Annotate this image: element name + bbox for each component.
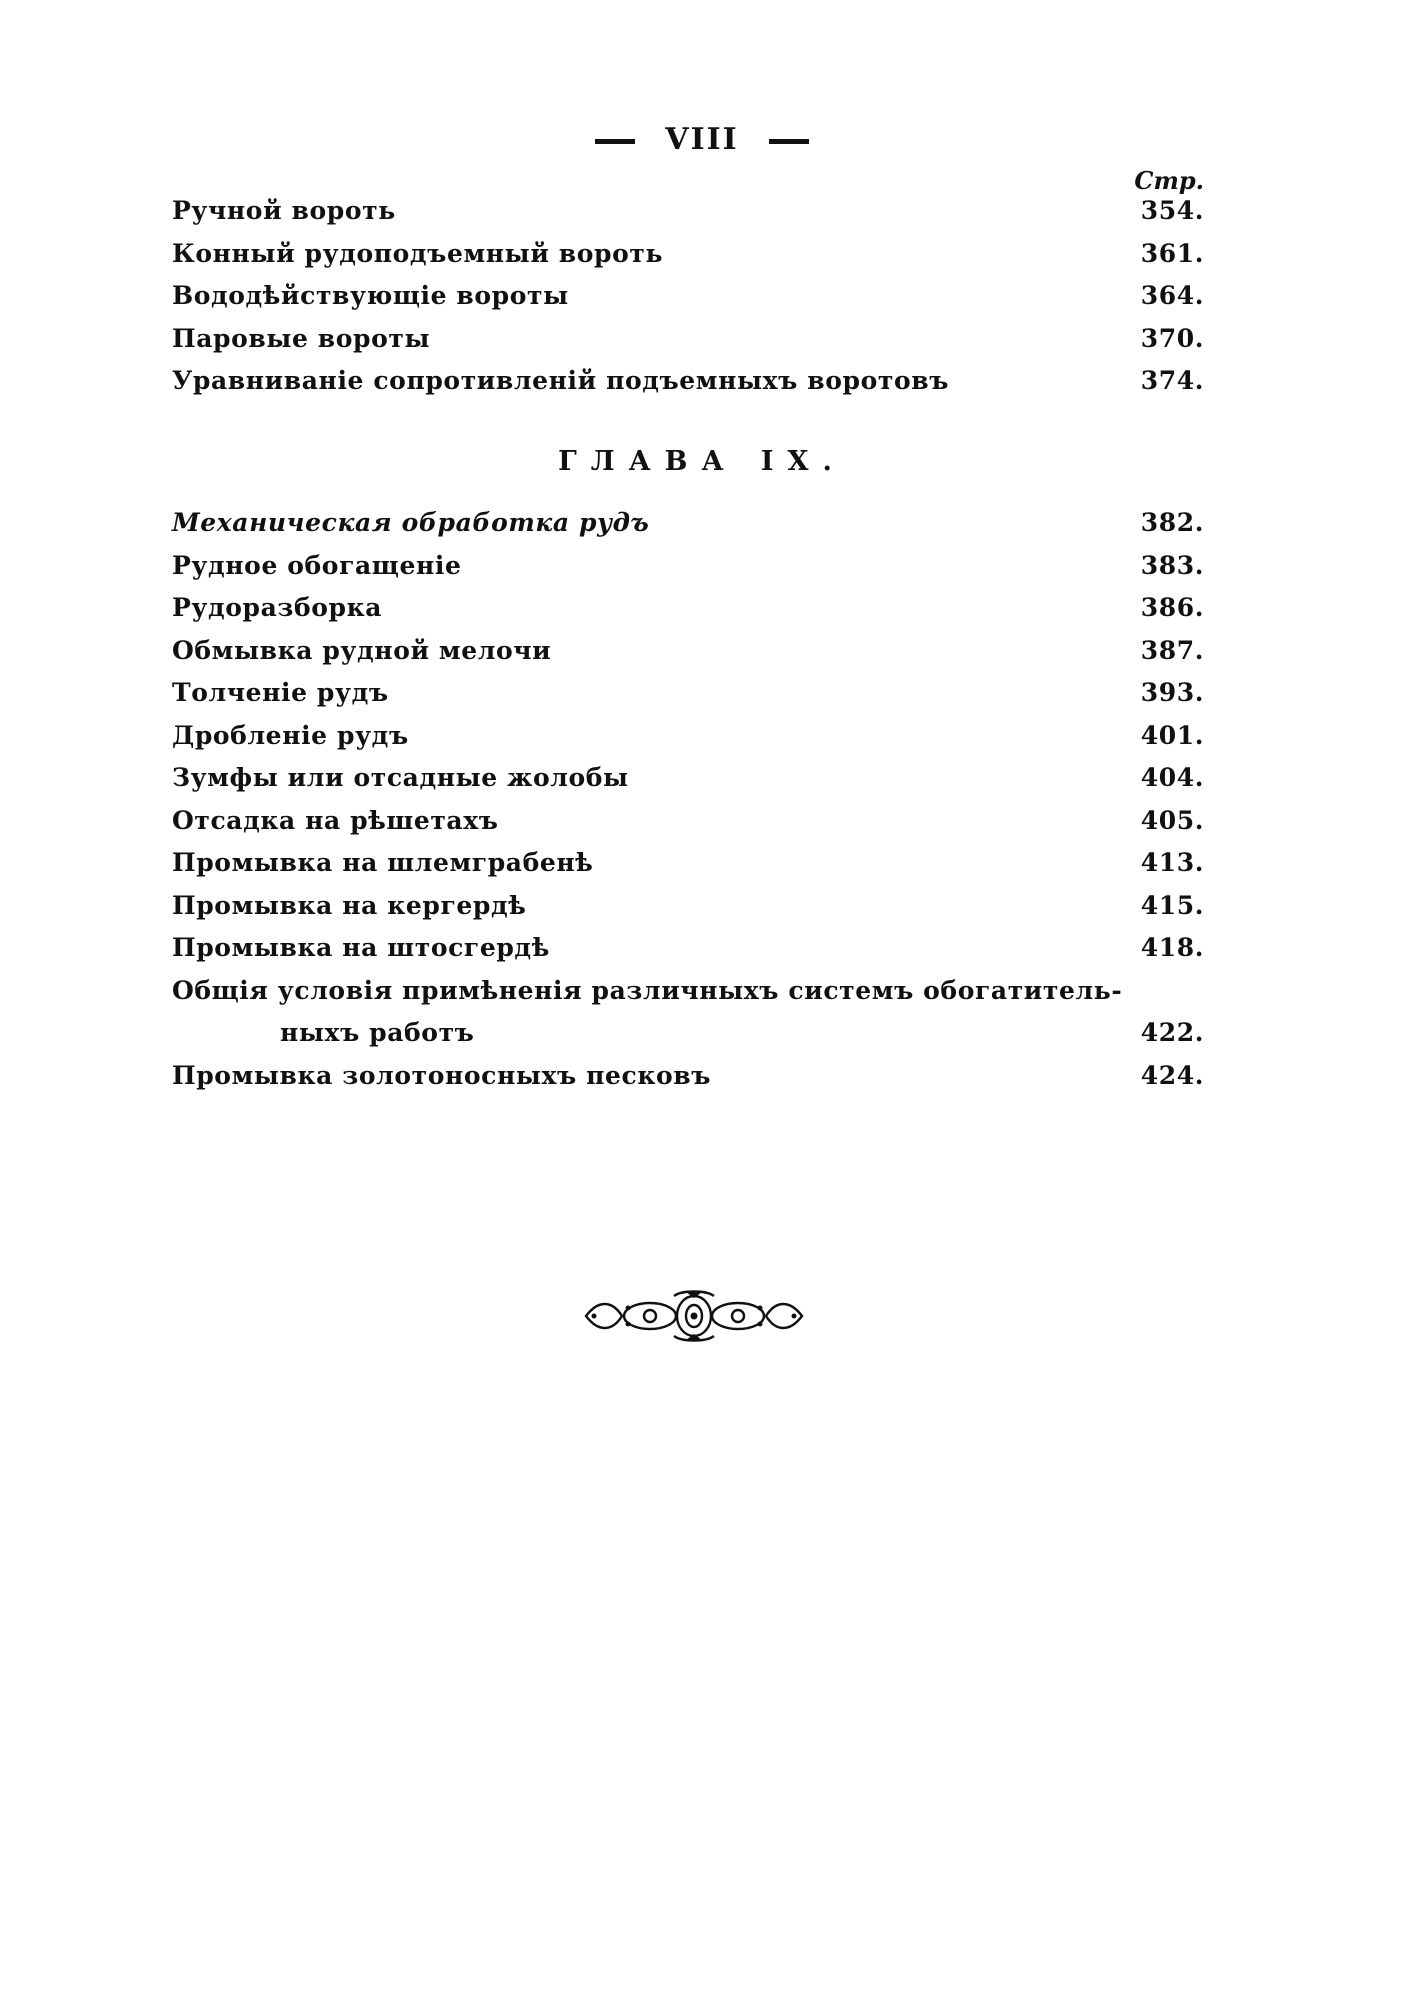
toc-entry: [172, 360, 1204, 403]
toc-entry: [172, 502, 1204, 545]
toc-entry-title: Ручной вороть: [172, 196, 396, 225]
toc-entry-title: Паровые вороты: [172, 323, 431, 353]
toc-entry-title: Конный рудоподъемный вороть: [172, 238, 664, 268]
toc-entry-title: Дробленіе рудъ: [172, 720, 409, 750]
toc-entry-page: 405.: [1140, 805, 1204, 835]
toc-entry-title: Промывка на штосгердѣ: [172, 933, 550, 962]
toc-entry: [172, 970, 1204, 1013]
toc-entry: [172, 318, 1204, 361]
toc-entry-title: Общія условія примѣненія различныхъ системъ обогатитель-: [172, 975, 1123, 1005]
toc-entry: [172, 885, 1204, 928]
toc-entry: [172, 715, 1204, 758]
toc-entry-title: Уравниваніе сопротивленій подъемныхъ воротовъ: [172, 366, 949, 395]
toc-entry: [172, 190, 1204, 233]
toc-entry-page: 383.: [1140, 550, 1204, 580]
toc-entry: [172, 1055, 1204, 1098]
toc-entry-title: Рудное обогащеніе: [172, 550, 462, 580]
toc-entry-page: 393.: [1140, 678, 1204, 707]
toc-entry-title: Рудоразборка: [172, 593, 383, 622]
toc-entry-page: 382.: [1140, 508, 1204, 537]
toc-entry-page: 418.: [1140, 933, 1204, 962]
chapter-heading: ГЛАВА IX.: [558, 446, 846, 477]
dash-left: [595, 139, 635, 144]
toc-entry-title: Толченіе рудъ: [172, 678, 389, 707]
toc-entry: [172, 587, 1204, 630]
toc-entry-page: 387.: [1140, 635, 1204, 665]
toc-entry-page: 401.: [1140, 720, 1204, 750]
toc-entry: [172, 233, 1204, 276]
decorative-ornament-icon: [582, 1290, 806, 1342]
page-number: [0, 122, 1404, 157]
toc-entry-title: Промывка на шлемграбенѣ: [172, 848, 594, 877]
toc-entry: [172, 842, 1204, 885]
toc-entry-title: Зумфы или отсадные жолобы: [172, 763, 629, 792]
page-number-text: VIII: [665, 122, 739, 157]
toc-entry-title: Промывка золотоносныхъ песковъ: [172, 1060, 712, 1090]
toc-entry: [172, 1012, 1204, 1055]
toc-entry-title: Промывка на кергердѣ: [172, 890, 527, 920]
toc-entry-title: ныхъ работъ: [280, 1018, 475, 1047]
toc-section-1: [172, 190, 1204, 403]
toc-entry-page: 415.: [1140, 890, 1204, 920]
toc-entry-title: Механическая обработка рудъ: [172, 508, 650, 537]
dash-right: [769, 139, 809, 144]
toc-section-2: [172, 502, 1204, 1097]
toc-entry: [172, 630, 1204, 673]
toc-entry-title: Вододѣйствующіе вороты: [172, 281, 569, 310]
toc-entry-page: 361.: [1140, 238, 1204, 268]
toc-entry-page: 404.: [1140, 763, 1204, 792]
toc-entry: [172, 672, 1204, 715]
page-column-label: Стр.: [1134, 166, 1204, 195]
toc-entry-page: 354.: [1140, 196, 1204, 225]
toc-entry-page: 370.: [1140, 323, 1204, 353]
toc-entry-page: 374.: [1140, 366, 1204, 395]
toc-entry-page: 364.: [1140, 281, 1204, 310]
toc-entry-page: 422.: [1140, 1018, 1204, 1047]
toc-entry: [172, 757, 1204, 800]
toc-entry: [172, 545, 1204, 588]
toc-entry-page: 413.: [1140, 848, 1204, 877]
toc-entry-title: Отсадка на рѣшетахъ: [172, 805, 499, 835]
toc-entry: [172, 800, 1204, 843]
toc-entry-page: 424.: [1140, 1060, 1204, 1090]
toc-entry-title: Обмывка рудной мелочи: [172, 635, 552, 665]
toc-entry: [172, 927, 1204, 970]
toc-entry-page: 386.: [1140, 593, 1204, 622]
toc-entry: [172, 275, 1204, 318]
